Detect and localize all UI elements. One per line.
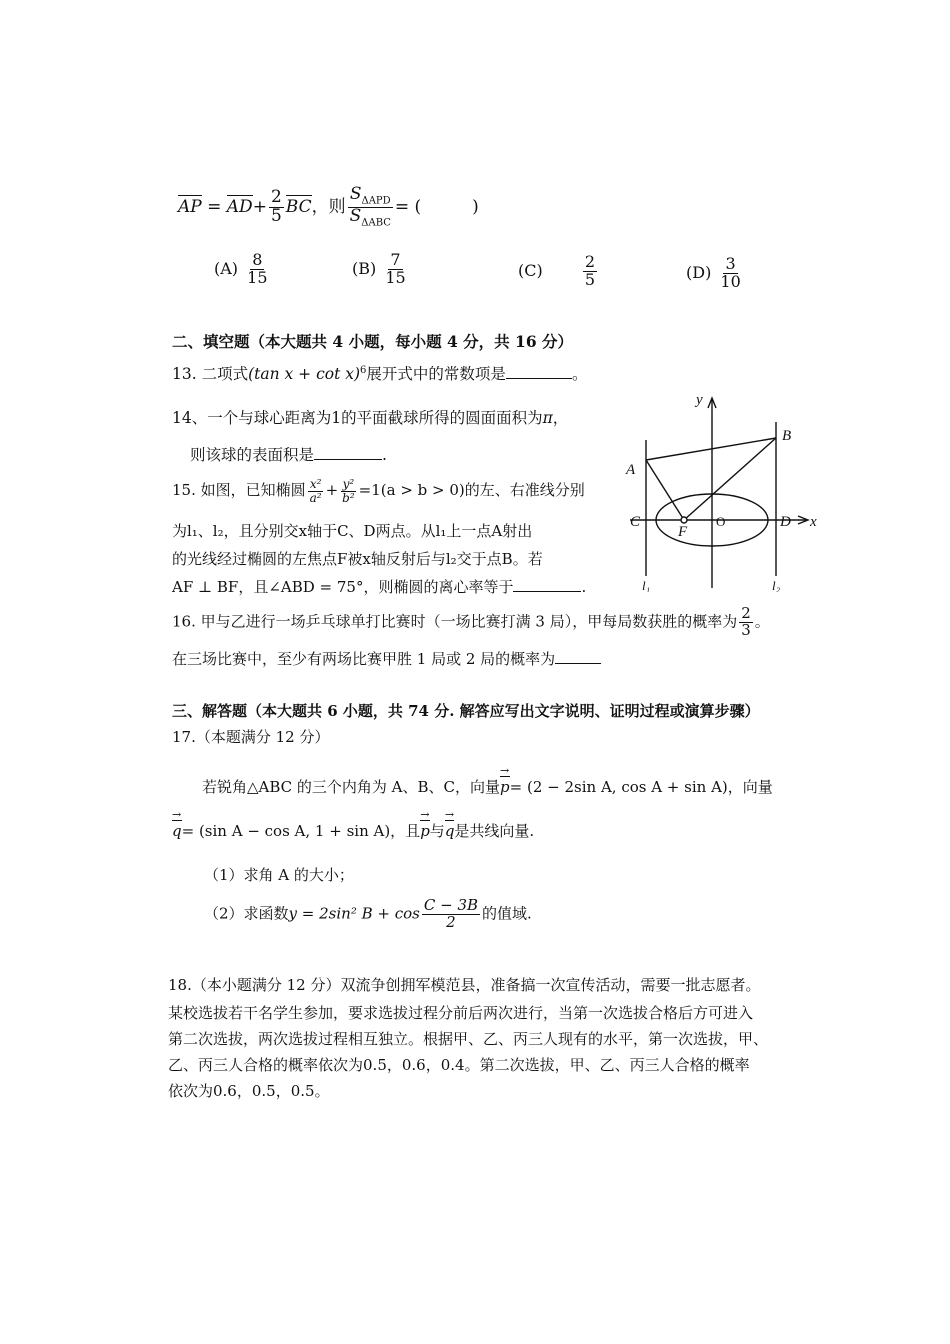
option-a-label: (A) — [214, 258, 239, 278]
focus-f-point — [681, 517, 687, 523]
section-3-heading: 三、解答题（本大题共 6 小题，共 74 分. 解答应写出文字说明、证明过程或演算步骤） — [172, 702, 760, 720]
q17-text1b: = (2 − 2sin A, cos A + sin A)，向量 — [509, 778, 773, 796]
q16-end1: 。 — [754, 612, 770, 631]
vector-ap — [178, 197, 202, 217]
coef-den: 5 — [270, 205, 282, 226]
q14-text: 14、一个与球心距离为1的平面截球所得的圆面面积为 — [172, 409, 543, 427]
fig-label-l1: l₁ — [642, 578, 651, 592]
fig-point-d: D — [780, 514, 791, 530]
q13-exponent: 6 — [360, 364, 367, 376]
q16-answer-blank[interactable] — [555, 663, 601, 664]
question-14-line2 — [190, 443, 387, 465]
option-d — [686, 256, 745, 291]
question-17-line2 — [172, 820, 534, 841]
vector-p2-icon: p → — [420, 822, 430, 840]
q13-text: 展开式中的常数项是 — [366, 365, 506, 383]
coef-num: 2 — [270, 187, 282, 208]
option-c-den: 5 — [584, 269, 596, 289]
option-d-den: 10 — [720, 271, 741, 291]
q17-text2c: 是共线向量. — [454, 822, 535, 840]
q16-p-num: 2 — [741, 604, 751, 622]
question-15-line4 — [172, 576, 586, 597]
question-18-line5: 依次为0.6，0.5，0.5。 — [168, 1082, 330, 1100]
option-b-num: 7 — [390, 250, 401, 269]
vector-bc — [286, 197, 312, 217]
question-14-line1 — [172, 406, 568, 428]
option-b-den: 15 — [385, 267, 406, 287]
fig-point-a: A — [626, 462, 636, 478]
question-13 — [172, 362, 587, 384]
q16-p-den: 3 — [741, 620, 751, 639]
line-ab — [646, 438, 776, 460]
q15-y-den: b² — [342, 490, 355, 505]
answer-bracket: = ( ) — [394, 196, 479, 217]
q17-part2-den: 2 — [446, 912, 456, 931]
q17-part2-suffix: 的值域. — [482, 904, 532, 923]
q15-x-num: x² — [309, 477, 322, 491]
q13-answer-blank[interactable] — [506, 378, 572, 379]
q16-text2: 在三场比赛中，至少有两场比赛甲胜 1 局或 2 局的概率为 — [172, 650, 556, 668]
question-17-part1: （1）求角 A 的大小； — [204, 866, 354, 884]
question-17-title: 17.（本题满分 12 分） — [172, 728, 330, 746]
q15-answer-blank[interactable] — [513, 591, 581, 592]
ellipse-figure — [620, 392, 830, 592]
q14-comma: ， — [552, 409, 569, 427]
then-text: ，则 — [311, 196, 346, 217]
area-ratio — [348, 186, 393, 229]
option-d-num: 3 — [725, 254, 736, 273]
question-16-line2 — [172, 648, 601, 669]
question-18-line1: 18.（本小题满分 12 分）双流争创拥军模范县，准备搞一次宣传活动，需要一批志愿者。 — [168, 976, 761, 994]
question-16-line1 — [172, 606, 770, 639]
option-b-label: (B) — [352, 258, 377, 278]
q17-text1: 若锐角△ABC 的三个内角为 A、B、C，向量 — [202, 778, 501, 796]
fig-point-b: B — [782, 428, 792, 444]
option-c-label: (C) — [518, 260, 543, 280]
q15-x-den: a² — [309, 490, 322, 505]
question-17-part2 — [204, 898, 532, 931]
ratio-den: S — [349, 205, 362, 226]
q15-text1: =1(a > b > 0)的左、右准线分别 — [358, 481, 585, 500]
option-b — [352, 252, 410, 287]
q15-plus: + — [325, 481, 339, 500]
question-17-line1 — [202, 776, 773, 797]
fig-label-l2: l₂ — [772, 578, 781, 592]
option-a — [214, 252, 272, 287]
option-d-label: (D) — [686, 262, 712, 282]
vector-p-icon: p → — [500, 778, 510, 796]
q15-y-num: y² — [342, 477, 355, 491]
plus: + — [252, 196, 267, 217]
ray-af — [646, 460, 684, 520]
question-15-line2: 为l₁、l₂，且分别交x轴于C、D两点。从l₁上一点A射出 — [172, 522, 533, 540]
q15-prefix: 15. 如图，已知椭圆 — [172, 481, 306, 500]
q17-with: 与 — [429, 822, 445, 840]
q14-pi: π — [542, 409, 553, 427]
fig-y-label: y — [696, 392, 703, 408]
q12-equation — [178, 186, 479, 229]
question-15-line1 — [172, 478, 585, 504]
q17-part2-num: C − 3B — [423, 896, 479, 914]
vector-ad-label: AD — [226, 196, 253, 217]
q13-end: 。 — [571, 365, 588, 383]
q16-text1: 16. 甲与乙进行一场乒乓球单打比赛时（一场比赛打满 3 局），甲每局数获胜的概率为 — [172, 612, 738, 631]
section-2-heading: 二、填空题（本大题共 4 小题，每小题 4 分，共 16 分） — [172, 332, 574, 351]
vector-ad — [227, 197, 253, 217]
fig-x-label: x — [810, 514, 817, 530]
vector-q2-icon: q → — [445, 822, 455, 840]
fig-point-c: C — [630, 514, 641, 530]
ratio-den-sub: ΔABC — [361, 217, 391, 229]
ratio-num-sub: ΔAPD — [361, 195, 391, 207]
vector-q-icon: q → — [172, 822, 182, 840]
q17-text2: = (sin A − cos A, 1 + sin A)，且 — [181, 822, 421, 840]
q14-end: . — [382, 446, 387, 464]
q14-text2: 则该球的表面积是 — [190, 446, 315, 464]
coefficient-fraction — [269, 189, 284, 226]
option-a-num: 8 — [252, 250, 263, 269]
vector-bc-label: BC — [285, 196, 312, 217]
question-18-line3: 第二次选拔，两次选拔过程相互独立。根据甲、乙、丙三人现有的水平，第一次选拔，甲、 — [168, 1030, 769, 1048]
option-a-den: 15 — [247, 267, 268, 287]
question-15-line3: 的光线经过椭圆的左焦点F被x轴反射后与l₂交于点B。若 — [172, 550, 543, 568]
option-c — [518, 254, 599, 289]
fig-point-f: F — [678, 524, 688, 540]
q15-end: . — [581, 578, 587, 596]
question-18-line4: 乙、丙三人合格的概率依次为0.5，0.6，0.4。第二次选拔，甲、乙、丙三人合格的概率 — [168, 1056, 750, 1074]
q13-prefix: 13. 二项式 — [172, 365, 249, 383]
q13-expression: (tan x + cot x) — [248, 365, 361, 383]
q17-part2-prefix: （2）求函数 — [204, 904, 289, 923]
ratio-num: S — [349, 184, 362, 204]
q17-part2-expr: y = 2sin² B + cos — [288, 904, 420, 923]
fig-origin-o: O — [716, 514, 726, 529]
option-c-num: 2 — [584, 252, 596, 271]
vector-ap-label: AP — [178, 196, 202, 217]
question-18-line2: 某校选拔若干名学生参加，要求选拔过程分前后两次进行，当第一次选拔合格后方可进入 — [168, 1004, 754, 1022]
q14-answer-blank[interactable] — [314, 459, 382, 460]
equals: = — [201, 196, 227, 217]
q15-text4: AF ⊥ BF，且∠ABD = 75°，则椭圆的离心率等于 — [172, 578, 514, 596]
